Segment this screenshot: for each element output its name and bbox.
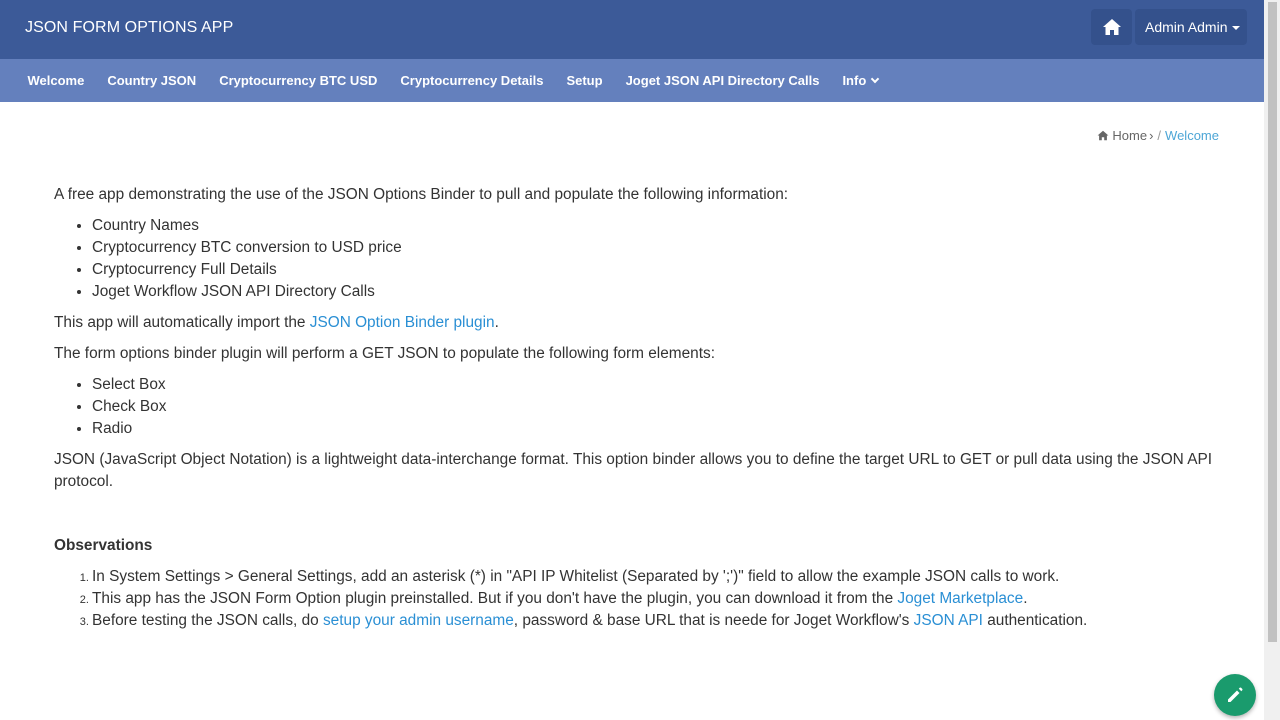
caret-down-icon — [1232, 26, 1240, 30]
observation-item — [92, 588, 1219, 610]
json-api-link[interactable]: JSON API — [913, 612, 983, 629]
user-menu-button[interactable] — [1135, 9, 1247, 45]
edit-fab-button[interactable] — [1214, 674, 1256, 716]
main-nav — [0, 59, 1264, 102]
observation-item: 1. In System Settings > General Settings, add an asterisk (*) in "API IP Whitelist (Separated by ';')" field to allow the example JSON calls to work. — [92, 566, 1219, 588]
joget-marketplace-link[interactable]: Joget Marketplace — [897, 590, 1024, 607]
obs2-prefix: This app has the JSON Form Option plugin preinstalled. But if you don't have the plugin, you can download it from the — [92, 590, 898, 607]
pencil-icon — [1225, 685, 1245, 705]
list-item: • Country Names — [92, 215, 1219, 237]
nav-item-info[interactable] — [831, 73, 890, 88]
home-icon — [1097, 130, 1109, 141]
home-icon — [1102, 18, 1122, 36]
observations-list — [92, 566, 1219, 632]
user-name: Admin Admin — [1145, 19, 1228, 35]
json-description: JSON (JavaScript Object Notation) is a lightweight data-interchange format. This option binder allows you to define the target URL to GET or pull data using the JSON API protocol. — [54, 451, 1213, 490]
breadcrumb — [1097, 128, 1219, 143]
top-header — [0, 0, 1264, 59]
list-item: • Cryptocurrency BTC conversion to USD price — [92, 237, 1219, 259]
observations-heading: Observations — [54, 537, 153, 554]
list-item: • Select Box — [92, 374, 1219, 396]
nav-item-joget-api-calls[interactable]: Joget JSON API Directory Calls — [625, 73, 820, 88]
list-item: • Cryptocurrency Full Details — [92, 259, 1219, 281]
obs3-mid: , password & base URL that is neede for Joget Workflow's — [513, 612, 914, 629]
nav-item-welcome[interactable]: Welcome — [27, 73, 85, 88]
nav-item-setup[interactable]: Setup — [566, 73, 603, 88]
list-item: • Joget Workflow JSON API Directory Calls — [92, 281, 1219, 303]
binder-text: The form options binder plugin will perform a GET JSON to populate the following form elements: — [54, 345, 715, 362]
breadcrumb-home[interactable]: Home — [1112, 128, 1148, 143]
nav-item-info-label: Info — [842, 73, 867, 88]
breadcrumb-chevron: › — [1149, 128, 1154, 143]
breadcrumb-separator: / — [1157, 128, 1162, 143]
setup-admin-link[interactable]: setup your admin username — [322, 612, 514, 629]
intro-text: A free app demonstrating the use of the JSON Options Binder to pull and populate the following information: — [54, 186, 789, 203]
app-title[interactable]: JSON FORM OPTIONS APP — [25, 19, 234, 36]
json-option-binder-link[interactable]: JSON Option Binder plugin — [309, 314, 495, 331]
import-prefix: This app will automatically import the — [54, 314, 310, 331]
import-text — [54, 312, 1219, 334]
import-suffix: . — [494, 314, 499, 331]
info-list — [92, 215, 1219, 303]
obs3-suffix: authentication. — [982, 612, 1088, 629]
list-item: • Radio — [92, 418, 1219, 440]
scrollbar-thumb[interactable] — [1268, 2, 1277, 642]
list-item: • Check Box — [92, 396, 1219, 418]
obs2-suffix: . — [1023, 590, 1028, 607]
chevron-down-icon — [871, 75, 879, 83]
main-content — [54, 184, 1219, 632]
nav-item-crypto-details[interactable]: Cryptocurrency Details — [400, 73, 544, 88]
obs3-prefix: Before testing the JSON calls, do — [92, 612, 323, 629]
vertical-scrollbar[interactable] — [1264, 0, 1280, 720]
observation-item — [92, 610, 1219, 632]
elements-list — [92, 374, 1219, 440]
home-button[interactable] — [1091, 9, 1132, 45]
nav-item-crypto-btc-usd[interactable]: Cryptocurrency BTC USD — [219, 73, 378, 88]
breadcrumb-current: Welcome — [1165, 128, 1219, 143]
nav-item-country-json[interactable]: Country JSON — [107, 73, 197, 88]
